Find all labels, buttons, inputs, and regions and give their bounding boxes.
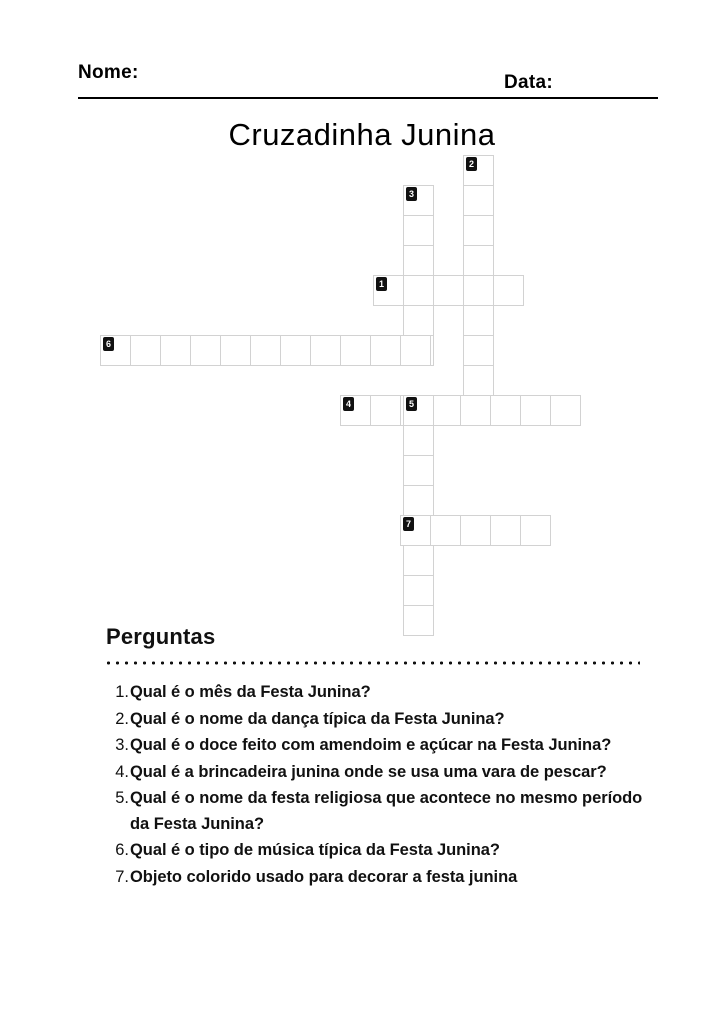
crossword-cell[interactable]: [403, 245, 434, 276]
crossword-cell[interactable]: [460, 395, 491, 426]
crossword-cell[interactable]: [430, 395, 461, 426]
question-text: Qual é o tipo de música típica da Festa Junina?: [130, 841, 500, 859]
crossword-cell[interactable]: [403, 575, 434, 606]
crossword-cell[interactable]: [403, 545, 434, 576]
crossword-clue-number: 5: [406, 397, 417, 411]
crossword-cell[interactable]: [370, 335, 401, 366]
crossword-cell[interactable]: [160, 335, 191, 366]
question-number: 2.: [115, 709, 129, 728]
question-item: [104, 760, 664, 786]
crossword-clue-number: 6: [103, 337, 114, 351]
crossword-clue-number: 4: [343, 397, 354, 411]
crossword-clue-number: 3: [406, 187, 417, 201]
crossword-cell[interactable]: [403, 485, 434, 516]
crossword-cell[interactable]: [520, 395, 551, 426]
question-number: 7.: [115, 867, 129, 886]
crossword-cell[interactable]: [310, 335, 341, 366]
crossword-clue-number: 7: [403, 517, 414, 531]
crossword-cell[interactable]: [463, 305, 494, 336]
name-label: Nome:: [78, 62, 139, 83]
question-number: 3.: [115, 736, 129, 754]
crossword-cell[interactable]: [403, 425, 434, 456]
crossword-cell[interactable]: [370, 395, 401, 426]
crossword-cell[interactable]: [463, 335, 494, 366]
crossword-cell[interactable]: [460, 515, 491, 546]
crossword-cell[interactable]: [463, 365, 494, 396]
crossword-cell[interactable]: [403, 275, 434, 306]
question-number: 6.: [115, 841, 129, 859]
question-item: [104, 865, 664, 891]
question-text: Qual é o doce feito com amendoim e açúcar na Festa Junina?: [130, 736, 612, 754]
question-text: Qual é o nome da dança típica da Festa Junina?: [130, 709, 505, 728]
crossword-cell[interactable]: [493, 275, 524, 306]
question-text: Qual é o mês da Festa Junina?: [130, 683, 371, 701]
crossword-cell[interactable]: [280, 335, 311, 366]
crossword-cell[interactable]: [403, 455, 434, 486]
date-label: Data:: [504, 72, 554, 93]
crossword-cell[interactable]: [130, 335, 161, 366]
question-number: 4.: [115, 762, 129, 781]
question-item: [104, 680, 664, 706]
crossword-cell[interactable]: [433, 275, 464, 306]
question-text: Objeto colorido usado para decorar a festa junina: [130, 867, 518, 886]
page-title: Cruzadinha Junina: [228, 117, 496, 152]
question-text: Qual é a brincadeira junina onde se usa uma vara de pescar?: [130, 762, 607, 781]
crossword-cell[interactable]: [400, 335, 431, 366]
crossword-cell[interactable]: [490, 395, 521, 426]
crossword-cell[interactable]: [403, 605, 434, 636]
dotted-divider: [104, 661, 640, 665]
question-text: Qual é o nome da festa religiosa que acontece no mesmo período da Festa Junina?: [130, 789, 643, 833]
crossword-cell[interactable]: [463, 185, 494, 216]
crossword-cell[interactable]: [403, 305, 434, 336]
crossword-cell[interactable]: [250, 335, 281, 366]
questions-heading: Perguntas: [106, 624, 216, 649]
crossword-cell[interactable]: [463, 275, 494, 306]
question-item: [104, 707, 664, 733]
questions-list: [104, 680, 664, 891]
crossword-cell[interactable]: [520, 515, 551, 546]
question-item: [104, 786, 664, 837]
crossword-cell[interactable]: [463, 245, 494, 276]
crossword-clue-number: 2: [466, 157, 477, 171]
crossword-cell[interactable]: [430, 515, 461, 546]
crossword-cell[interactable]: [490, 515, 521, 546]
question-number: 5.: [115, 789, 129, 807]
crossword-cell[interactable]: [463, 215, 494, 246]
crossword-clue-number: 1: [376, 277, 387, 291]
crossword-cell[interactable]: [403, 215, 434, 246]
crossword-cell[interactable]: [550, 395, 581, 426]
crossword-cell[interactable]: [340, 335, 371, 366]
question-item: [104, 838, 664, 864]
crossword-cell[interactable]: [220, 335, 251, 366]
question-number: 1.: [115, 683, 129, 701]
crossword-cell[interactable]: [190, 335, 221, 366]
question-item: [104, 733, 664, 759]
